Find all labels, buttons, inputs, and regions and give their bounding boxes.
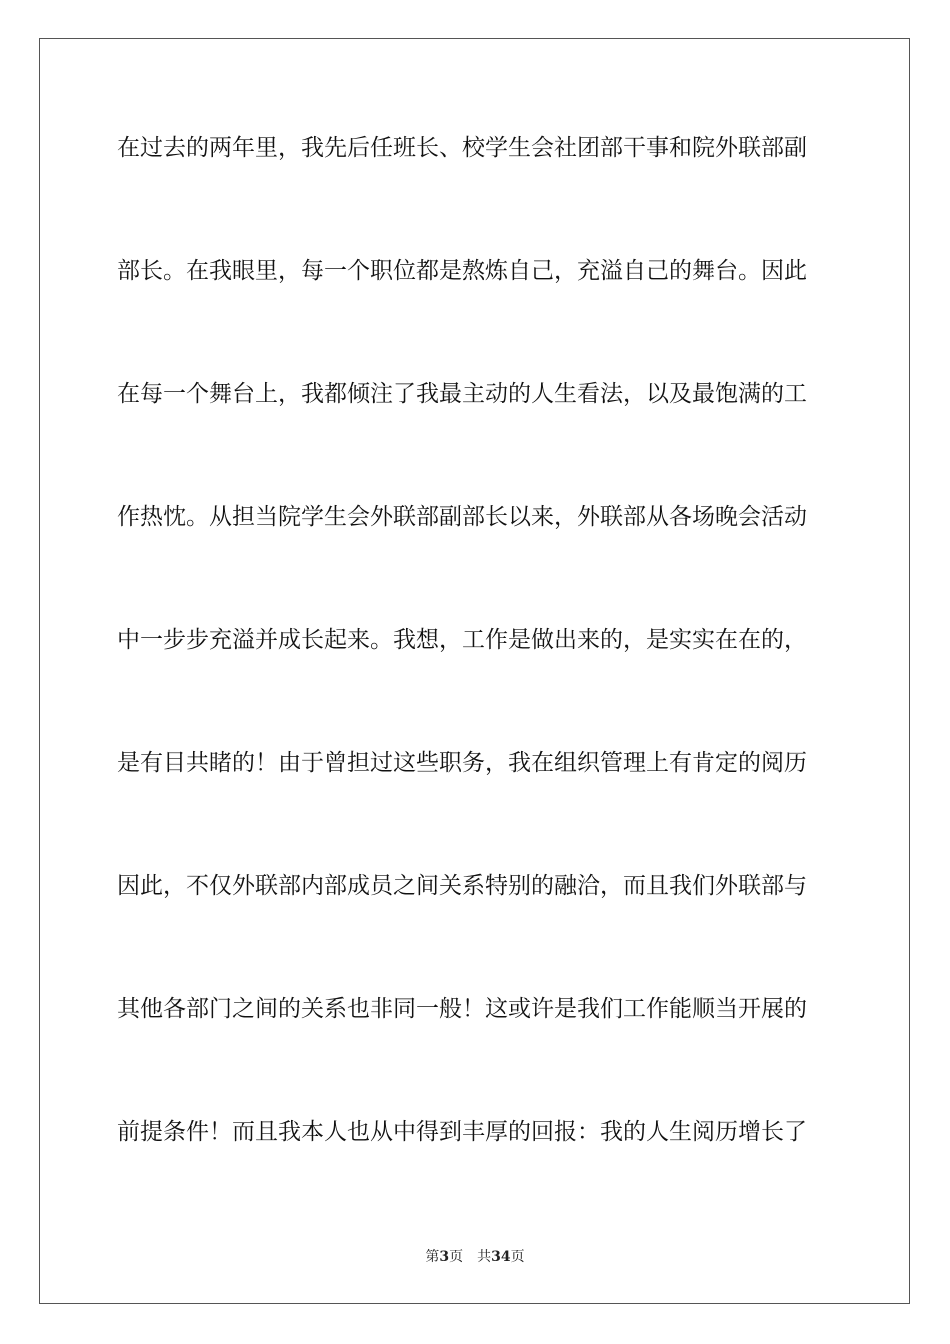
text-line-7: 因此，不仅外联部内部成员之间关系特别的融洽，而且我们外联部与 [117, 873, 807, 899]
total-prefix: 共 [477, 1249, 492, 1265]
total-suffix: 页 [510, 1249, 525, 1265]
total-pages: 34 [491, 1249, 511, 1265]
text-line-9: 前提条件！而且我本人也从中得到丰厚的回报：我的人生阅历增长了 [117, 1119, 807, 1145]
text-line-1: 在过去的两年里，我先后任班长、校学生会社团部干事和院外联部副 [117, 135, 807, 161]
document-body [117, 128, 837, 1235]
text-line-4: 作热忱。从担当院学生会外联部副部长以来，外联部从各场晚会活动 [117, 504, 807, 530]
page-footer [0, 1246, 950, 1266]
text-line-2: 部长。在我眼里，每一个职位都是熬炼自己，充溢自己的舞台。因此 [117, 258, 807, 284]
page-prefix: 第 [425, 1249, 440, 1265]
text-line-5: 中一步步充溢并成长起来。我想，工作是做出来的，是实实在在的， [117, 627, 807, 653]
text-line-8: 其他各部门之间的关系也非同一般！这或许是我们工作能顺当开展的 [117, 996, 807, 1022]
text-line-6: 是有目共睹的！由于曾担过这些职务，我在组织管理上有肯定的阅历 [117, 750, 807, 776]
page-number: 3 [439, 1249, 450, 1265]
text-line-3: 在每一个舞台上，我都倾注了我最主动的人生看法，以及最饱满的工 [117, 381, 807, 407]
page-suffix: 页 [449, 1249, 464, 1265]
